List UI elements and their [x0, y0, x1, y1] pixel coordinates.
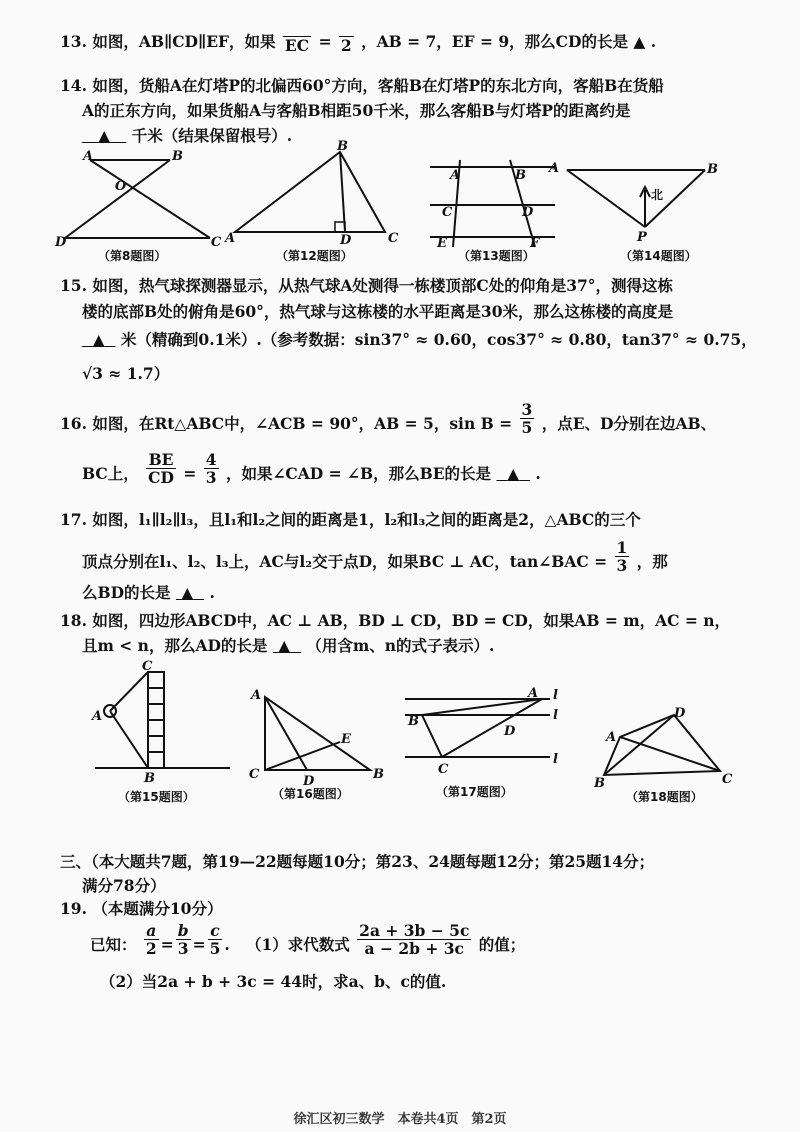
question-16-line-2	[82, 449, 541, 487]
figure-17	[400, 685, 580, 779]
q17-line3a: 么BD的长是	[82, 583, 171, 602]
q19-part1-end: 的值；	[478, 935, 526, 954]
q19-five: 5	[209, 938, 221, 958]
svg-text:C: C	[438, 762, 449, 777]
svg-text:A: A	[450, 168, 461, 183]
svg-text:B: B	[408, 714, 419, 729]
q13-frac2-bottom: 2	[340, 35, 352, 55]
svg-text:D: D	[55, 235, 67, 250]
q17-line1: 如图，l₁∥l₂∥l₃，且l₁和l₂之间的距离是1，l₂和l₃之间的距离是2，△ABC的三个	[92, 510, 641, 529]
q19-three: 3	[177, 938, 189, 958]
q18-answer-blank: ▲	[278, 636, 291, 655]
figure-8	[55, 150, 230, 254]
q15-line3: 米（精确到0.1米）.（参考数据：sin37° ≈ 0.60，cos37° ≈ 0.80，tan37° ≈ 0.75，	[120, 330, 757, 349]
q17-end: .	[209, 583, 215, 602]
svg-text:D: D	[674, 706, 686, 721]
q13-number: 13.	[60, 32, 87, 51]
section-3-header-line-2: 满分78分）	[82, 876, 166, 895]
q19-known: 已知：	[90, 935, 137, 954]
figure-18	[592, 705, 737, 794]
q19-title: （本题满分10分）	[92, 899, 223, 918]
question-18-line-2	[82, 636, 494, 656]
q16-line2a: BC上，	[82, 464, 139, 483]
figure-13-diagram	[425, 155, 560, 250]
figure-15	[90, 658, 235, 787]
svg-text:D: D	[522, 205, 534, 220]
svg-text:O: O	[115, 179, 127, 194]
figure-14-diagram	[545, 155, 725, 245]
q13-frac-bottom: EC	[284, 35, 310, 55]
figure-18-diagram	[592, 705, 737, 790]
figure-12-diagram	[225, 140, 405, 250]
q19-expression	[357, 922, 471, 957]
q13-text-a: 如图，AB∥CD∥EF，如果	[92, 32, 276, 51]
q16-sinb-fraction	[520, 401, 535, 436]
q17-f-top: 1	[616, 537, 628, 557]
svg-text:B: B	[373, 767, 384, 782]
question-16-line-1	[60, 399, 717, 437]
q13-fraction	[283, 19, 311, 54]
caption-fig-18: （第18题图）	[626, 790, 703, 804]
q18-number: 18.	[60, 611, 87, 630]
q17-tan-fraction	[615, 539, 630, 574]
q13-text-b: ，AB = 7，EF = 9，那么CD的长是	[361, 32, 628, 51]
question-15-line-3	[82, 330, 757, 350]
q16-be-cd-fraction	[146, 451, 176, 486]
q17-number: 17.	[60, 510, 87, 529]
svg-text:B: B	[172, 149, 183, 164]
svg-text:A: A	[606, 730, 617, 745]
question-14-line-1	[60, 76, 664, 96]
question-13	[60, 32, 656, 54]
q19-two: 2	[145, 938, 157, 958]
svg-text:D: D	[303, 774, 315, 789]
q18-line1: 如图，四边形ABCD中，AC ⊥ AB，BD ⊥ CD，BD = CD，如果AB = m，AC = n，	[92, 611, 731, 630]
svg-text:C: C	[142, 659, 153, 674]
svg-text:B: B	[144, 771, 155, 786]
q15-line4: √3 ≈ 1.7）	[82, 364, 170, 383]
q17-answer-blank: ▲	[181, 583, 194, 602]
q16-line1a: 如图，在Rt△ABC中，∠ACB = 90°，AB = 5，sin B =	[92, 414, 513, 433]
svg-text:l: l	[553, 752, 558, 767]
q17-f-bottom: 3	[616, 555, 628, 575]
q16-f2-bottom: CD	[148, 467, 174, 487]
svg-text:C: C	[249, 767, 260, 782]
svg-text:C: C	[722, 772, 733, 787]
svg-text:C: C	[442, 205, 453, 220]
q13-fraction-2	[339, 19, 354, 54]
q19-part2: （2）当2a + b + 3c = 44时，求a、b、c的值.	[100, 972, 447, 991]
q16-end: .	[535, 464, 541, 483]
question-19-header	[60, 899, 222, 919]
q19-a: a	[144, 922, 159, 940]
q19-b-over-3	[176, 922, 191, 957]
q14-answer-blank: ▲	[98, 126, 111, 145]
question-18-line-1	[60, 611, 730, 631]
caption-fig-17: （第17题图）	[436, 785, 513, 799]
q19-expr-top: 2a + 3b − 5c	[359, 920, 470, 940]
q16-f3-bottom: 3	[205, 467, 217, 487]
svg-text:A: A	[83, 149, 94, 164]
q16-f2-top: BE	[146, 451, 176, 469]
q15-line2: 楼的底部B处的俯角是60°，热气球与这栋楼的水平距离是30米，那么这栋楼的高度是	[82, 302, 673, 321]
page-footer: 徐汇区初三数学 本卷共4页 第2页	[293, 1112, 507, 1127]
q17-line2b: ，那	[636, 552, 668, 571]
svg-text:B: B	[515, 168, 526, 183]
q19-part1: （1）求代数式	[245, 935, 350, 954]
q13-end: .	[650, 32, 657, 51]
q15-number: 15.	[60, 276, 87, 295]
figure-15-diagram	[90, 658, 235, 786]
q19-c: c	[208, 922, 223, 940]
q16-f1-bottom: 5	[521, 417, 533, 437]
q18-line2b: （用含m、n的式子表示）.	[306, 636, 495, 655]
question-15-line-1	[60, 276, 673, 296]
svg-text:A: A	[528, 686, 539, 701]
q13-frac-top	[283, 19, 311, 37]
q19-c-over-5	[208, 922, 223, 957]
q16-line2c: ，如果∠CAD = ∠B，那么BE的长是	[225, 464, 492, 483]
q16-answer-blank: ▲	[507, 464, 520, 483]
q15-answer-blank: ▲	[92, 330, 105, 349]
figure-17-diagram	[400, 685, 580, 775]
caption-fig-8: （第8题图）	[98, 249, 167, 263]
q14-line3: 千米（结果保留根号）.	[131, 126, 293, 145]
svg-text:D: D	[504, 724, 516, 739]
question-17-line-1	[60, 510, 641, 530]
svg-text:B: B	[594, 776, 605, 791]
figure-8-diagram	[55, 150, 230, 250]
figure-12	[225, 140, 405, 254]
caption-fig-13: （第13题图）	[458, 249, 535, 263]
svg-text:P: P	[637, 230, 647, 245]
q16-f1-top: 3	[521, 399, 533, 419]
svg-text:l: l	[553, 688, 558, 703]
q13-frac2-top	[339, 19, 354, 37]
svg-text:E: E	[437, 236, 447, 251]
svg-text:F: F	[530, 236, 540, 251]
svg-text:A: A	[251, 688, 262, 703]
svg-text:A: A	[549, 161, 560, 176]
q15-line1: 如图，热气球探测器显示，从热气球A处测得一栋楼顶部C处的仰角是37°，测得这栋	[92, 276, 674, 295]
svg-text:D: D	[340, 233, 352, 248]
q13-equals: =	[318, 32, 332, 51]
section-3-header-line-1: 三、（本大题共7题，第19—22题每题10分；第23、24题每题12分；第25题14分；	[60, 852, 655, 871]
q14-line1: 如图，货船A在灯塔P的北偏西60°方向，客船B在灯塔P的东北方向，客船B在货船	[92, 76, 664, 95]
north-label: 北	[651, 188, 664, 202]
figure-16	[245, 685, 385, 789]
q19-a-over-2	[144, 922, 159, 957]
svg-text:E: E	[341, 732, 351, 747]
figure-13	[425, 155, 560, 254]
caption-fig-12: （第12题图）	[276, 249, 353, 263]
q19-number: 19.	[60, 899, 87, 918]
q16-number: 16.	[60, 414, 87, 433]
svg-text:B: B	[337, 139, 348, 154]
svg-text:B: B	[707, 162, 718, 177]
q16-f3-top: 4	[205, 449, 217, 469]
svg-text:l: l	[553, 708, 558, 723]
caption-fig-14: （第14题图）	[620, 249, 697, 263]
question-19-line-1: 已知： $\frac{a}{2}$ = $\frac{b}{3}$ = $\frac{c}{5}$ . （1）求代数式 $\frac{2a + 3b - 5c}{a - 2b + 3c}$ 的值；	[90, 920, 526, 958]
q19-b: b	[177, 920, 189, 940]
svg-text:A: A	[92, 709, 103, 724]
q18-line2a: 且m < n，那么AD的长是	[82, 636, 268, 655]
svg-text:C: C	[211, 235, 222, 250]
q19-expr-bottom: a − 2b + 3c	[364, 938, 464, 958]
question-17-line-2	[82, 537, 668, 575]
q16-line2b: =	[183, 464, 197, 483]
caption-fig-15: （第15题图）	[118, 790, 195, 804]
figure-14	[545, 155, 725, 249]
q17-line2a: 顶点分别在l₁、l₂、l₃上，AC与l₂交于点D，如果BC ⊥ AC，tan∠BAC =	[82, 552, 608, 571]
q16-ratio-fraction	[204, 451, 219, 486]
q14-line2: A的正东方向，如果货船A与客船B相距50千米，那么客船B与灯塔P的距离约是	[82, 101, 631, 120]
question-17-line-3	[82, 583, 215, 603]
svg-text:A: A	[225, 231, 236, 246]
caption-fig-16: （第16题图）	[272, 787, 349, 801]
q16-line1b: ，点E、D分别在边AB、	[541, 414, 717, 433]
svg-text:C: C	[388, 231, 399, 246]
figure-16-diagram	[245, 685, 385, 789]
q13-answer-blank: ▲	[633, 32, 646, 51]
q14-number: 14.	[60, 76, 87, 95]
